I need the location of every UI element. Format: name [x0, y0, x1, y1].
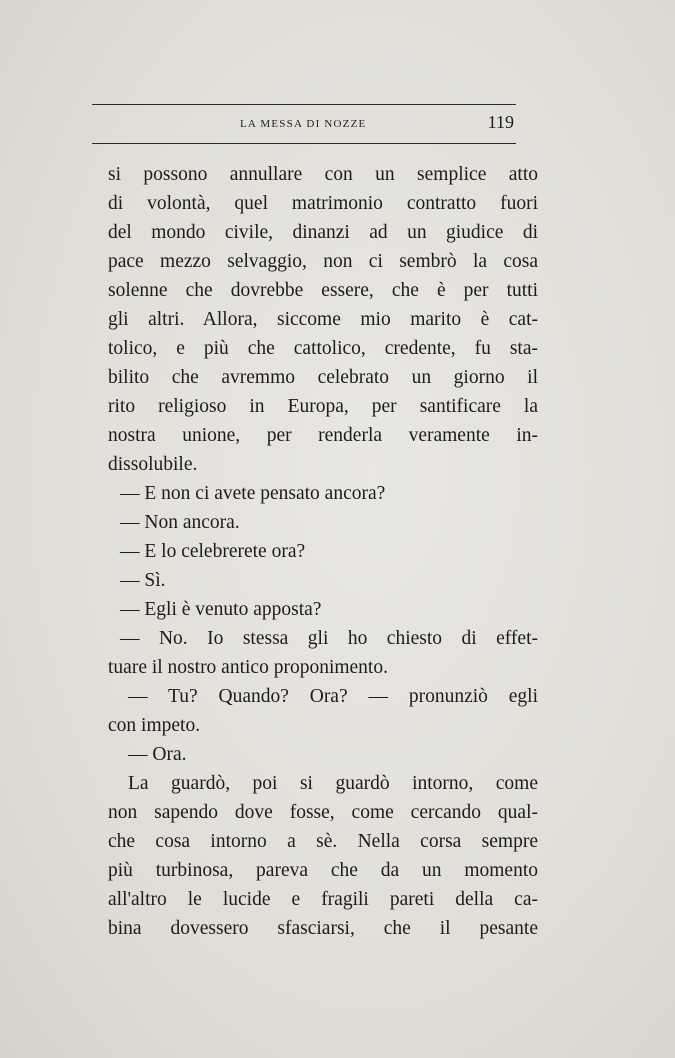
text-line: tolico, e più che cattolico, credente, fu sta-: [108, 338, 538, 359]
text-line: pace mezzo selvaggio, non ci sembrò la cosa: [108, 251, 538, 272]
text-line: di volontà, quel matrimonio contratto fuori: [108, 193, 538, 214]
text-line: bina dovessero sfasciarsi, che il pesante: [108, 918, 538, 939]
text-line: con impeto.: [108, 715, 201, 736]
page-header: [92, 112, 516, 140]
text-line: nostra unione, per renderla veramente in-: [108, 425, 538, 446]
dialogue-line: — Non ancora.: [120, 512, 240, 533]
paragraph-start-line: La guardò, poi si guardò intorno, come: [128, 773, 538, 794]
top-rule: [92, 104, 516, 105]
body-text: [108, 160, 538, 943]
text-line: rito religioso in Europa, per santificare la: [108, 396, 538, 417]
header-rule: [92, 143, 516, 144]
text-line: del mondo civile, dinanzi ad un giudice di: [108, 222, 538, 243]
text-line: si possono annullare con un semplice atto: [108, 164, 538, 185]
dialogue-line: — No. Io stessa gli ho chiesto di effet-: [120, 628, 538, 649]
running-head: LA MESSA DI NOZZE: [240, 118, 367, 130]
dialogue-line: — Sì.: [120, 570, 166, 591]
dialogue-line: — Ora.: [128, 744, 187, 765]
dialogue-line: — E lo celebrerete ora?: [120, 541, 306, 562]
text-line: non sapendo dove fosse, come cercando qual-: [108, 802, 538, 823]
dialogue-line: — Egli è venuto apposta?: [120, 599, 322, 620]
text-line: solenne che dovrebbe essere, che è per tutti: [108, 280, 538, 301]
text-line: all'altro le lucide e fragili pareti della ca-: [108, 889, 538, 910]
text-line: dissolubile.: [108, 454, 198, 475]
text-line: più turbinosa, pareva che da un momento: [108, 860, 538, 881]
page-number: 119: [487, 112, 514, 132]
dialogue-line: — E non ci avete pensato ancora?: [120, 483, 386, 504]
text-line: gli altri. Allora, siccome mio marito è cat-: [108, 309, 538, 330]
text-line: che cosa intorno a sè. Nella corsa sempre: [108, 831, 538, 852]
text-line: tuare il nostro antico proponimento.: [108, 657, 388, 678]
dialogue-line: — Tu? Quando? Ora? — pronunziò egli: [128, 686, 538, 707]
text-line: bilito che avremmo celebrato un giorno il: [108, 367, 538, 388]
